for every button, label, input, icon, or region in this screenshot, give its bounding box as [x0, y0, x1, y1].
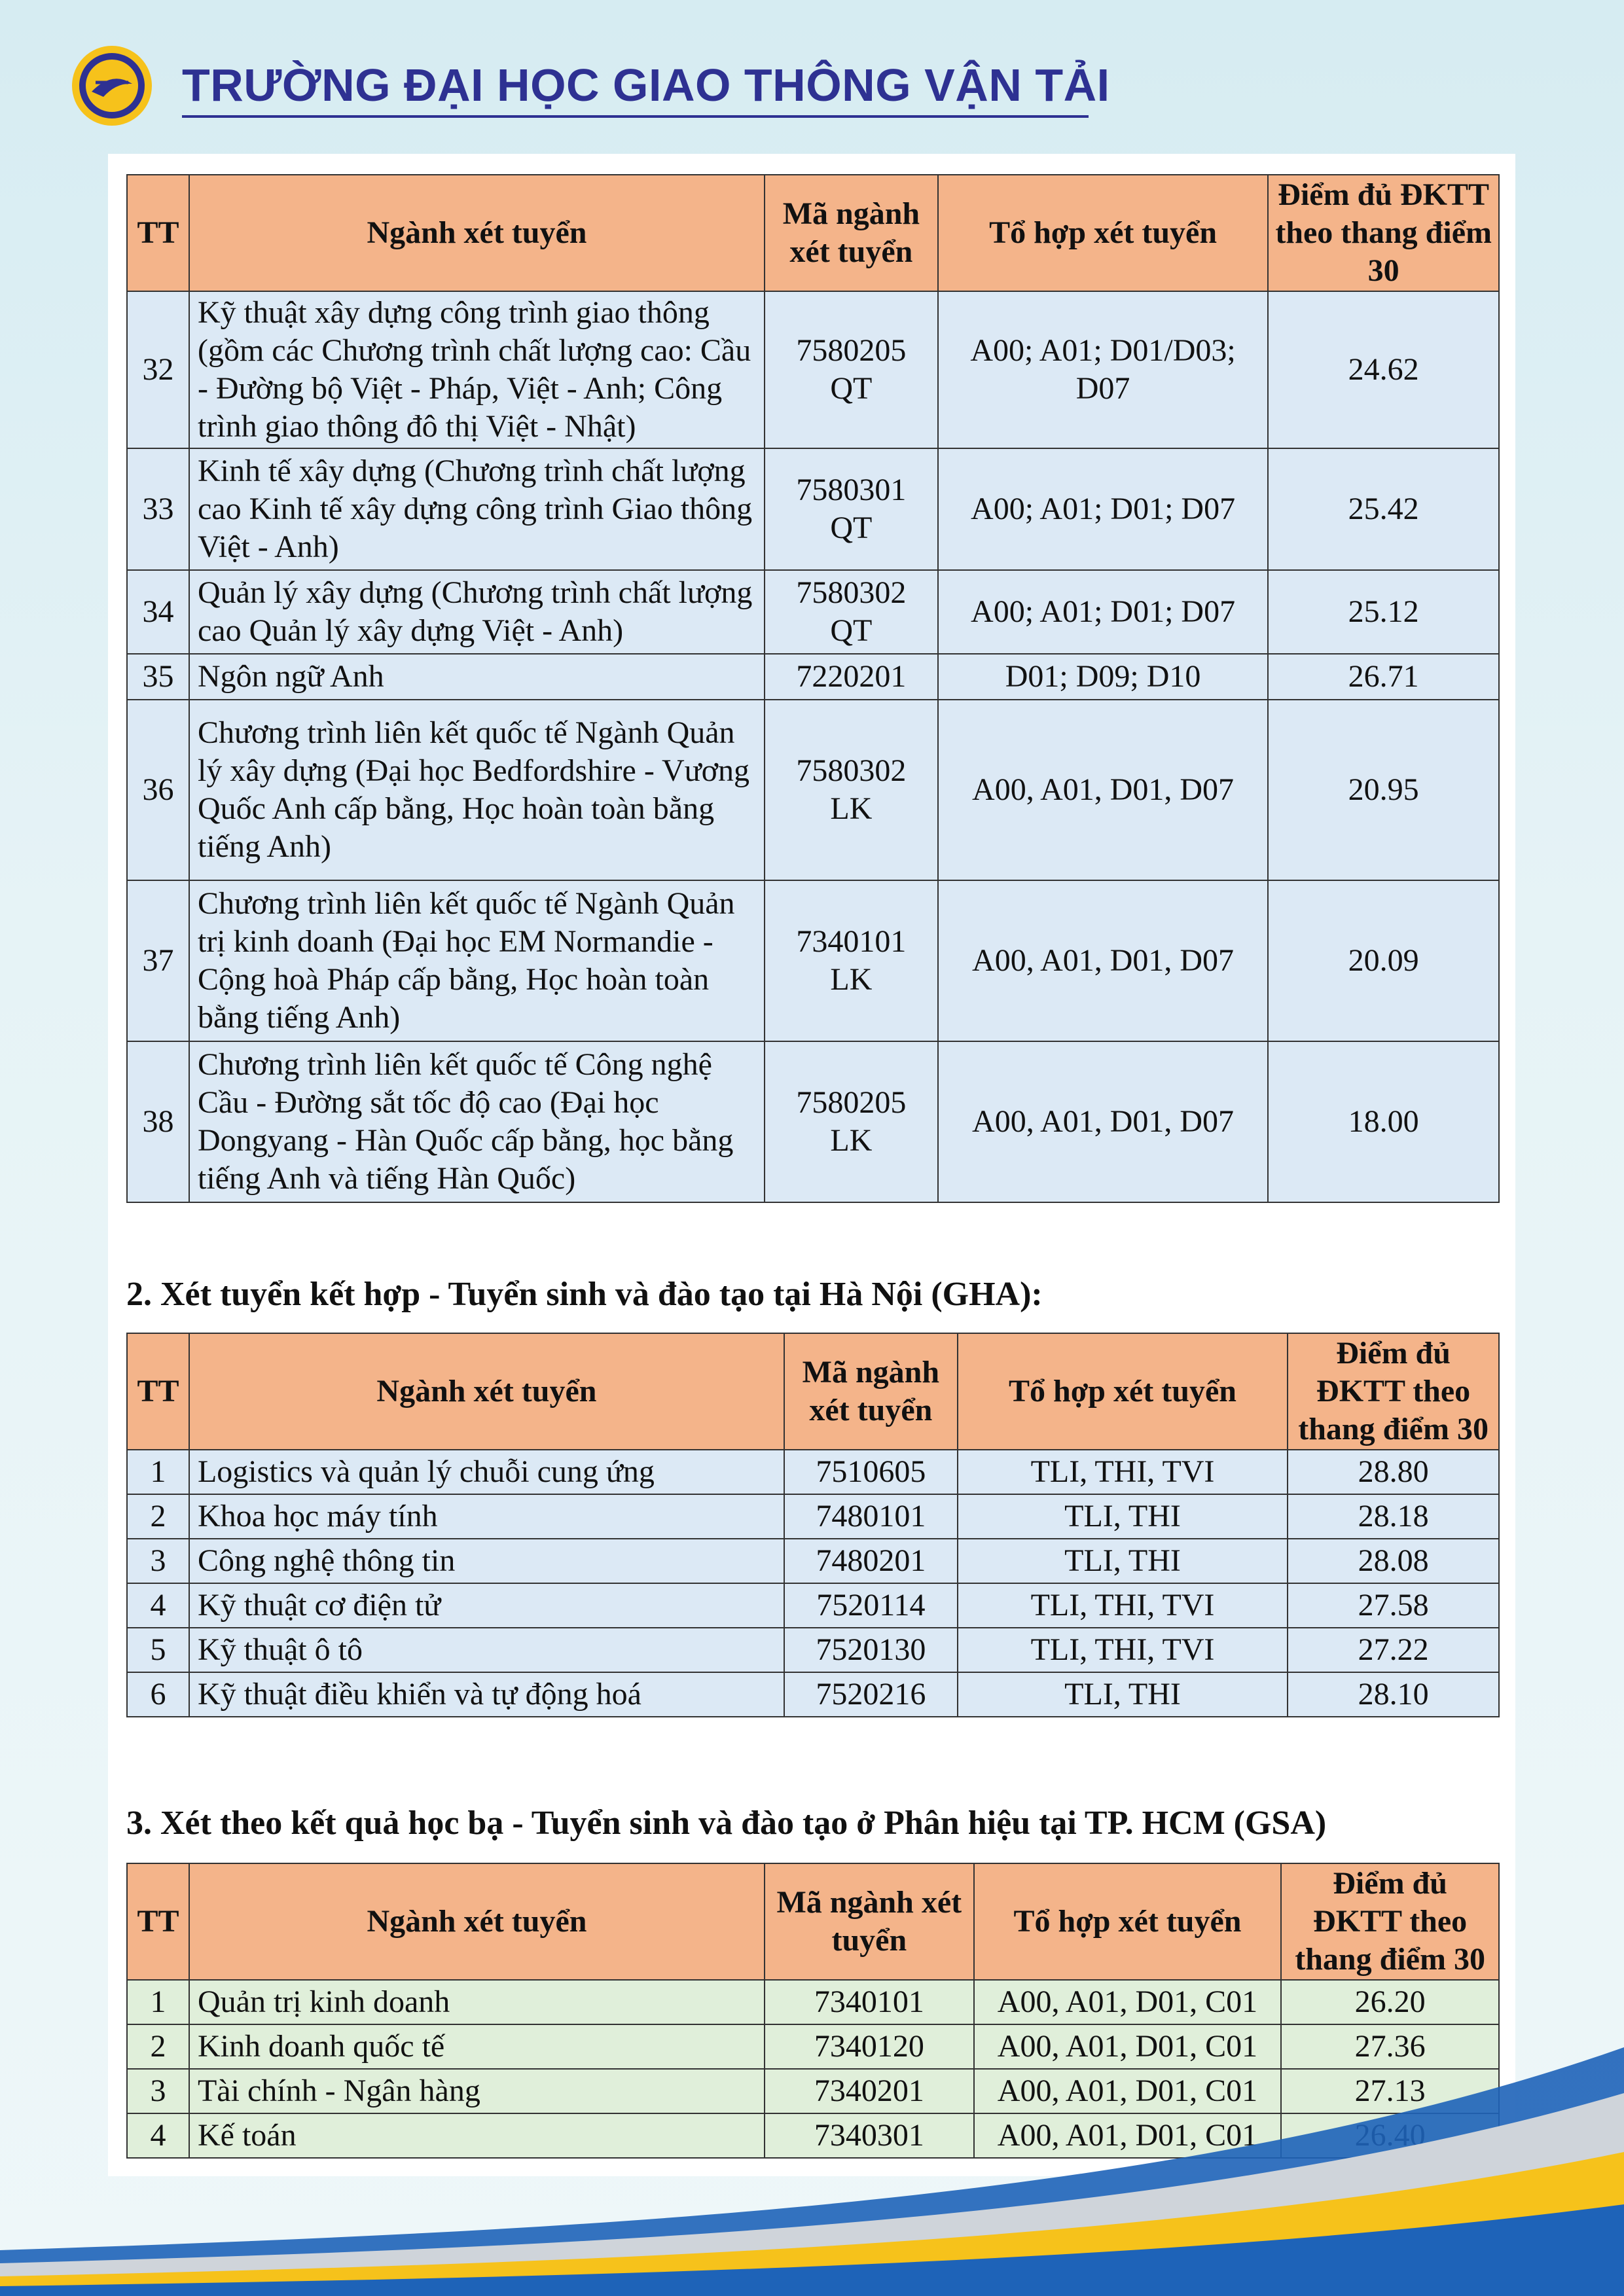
row-tt: 4: [127, 2113, 189, 2158]
header-tt: TT: [127, 1863, 189, 1980]
header-combo: Tổ hợp xét tuyển: [958, 1333, 1288, 1450]
section-3-title: 3. Xét theo kết quả học bạ - Tuyển sinh và đào tạo ở Phân hiệu tại TP. HCM (GSA): [126, 1804, 1327, 1842]
row-major: Kỹ thuật xây dựng công trình giao thông (gồm các Chương trình chất lượng cao: Cầu - Đường bộ Việt - Pháp, Việt - Anh; Công trình giao thông đô thị Việt - Nhật): [189, 291, 765, 448]
header-tt: TT: [127, 1333, 189, 1450]
row-combo: TLI, THI: [958, 1494, 1288, 1539]
table-row: [127, 570, 1499, 654]
row-combo: A00; A01; D01/D03; D07: [938, 291, 1269, 448]
row-tt: 2: [127, 1494, 189, 1539]
header-score: Điểm đủ ĐKTT theo thang điểm 30: [1268, 175, 1499, 291]
table-row: [127, 1628, 1499, 1672]
row-tt: 32: [127, 291, 189, 448]
admission-table-2: [126, 1333, 1500, 1717]
row-code: 7580302 LK: [765, 700, 938, 880]
row-code: 7580205 LK: [765, 1041, 938, 1202]
header-major: Ngành xét tuyển: [189, 1863, 765, 1980]
row-score: 26.20: [1281, 1980, 1499, 2024]
header-code: Mã ngành xét tuyển: [784, 1333, 958, 1450]
row-combo: TLI, THI, TVI: [958, 1450, 1288, 1494]
row-code: 7580205 QT: [765, 291, 938, 448]
row-major: Logistics và quản lý chuỗi cung ứng: [189, 1450, 784, 1494]
row-major: Kỹ thuật ô tô: [189, 1628, 784, 1672]
row-major: Kỹ thuật cơ điện tử: [189, 1583, 784, 1628]
row-code: 7340201: [765, 2069, 974, 2113]
row-score: 27.36: [1281, 2024, 1499, 2069]
section-2-title: 2. Xét tuyển kết hợp - Tuyển sinh và đào tạo tại Hà Nội (GHA):: [126, 1276, 1043, 1313]
row-score: 28.08: [1288, 1539, 1499, 1583]
table-row: [127, 1494, 1499, 1539]
row-tt: 3: [127, 1539, 189, 1583]
row-code: 7510605: [784, 1450, 958, 1494]
row-tt: 35: [127, 654, 189, 700]
row-major: Quản trị kinh doanh: [189, 1980, 765, 2024]
row-tt: 6: [127, 1672, 189, 1717]
row-combo: A00, A01, D01, D07: [938, 880, 1269, 1041]
row-score: 27.58: [1288, 1583, 1499, 1628]
row-combo: TLI, THI, TVI: [958, 1583, 1288, 1628]
title-underline: [182, 115, 1089, 118]
header-major: Ngành xét tuyển: [189, 175, 765, 291]
table-row: [127, 1583, 1499, 1628]
row-score: 18.00: [1268, 1041, 1499, 1202]
header-score: Điểm đủ ĐKTT theo thang điểm 30: [1288, 1333, 1499, 1450]
row-combo: A00, A01, D01, C01: [974, 2113, 1282, 2158]
row-score: 28.18: [1288, 1494, 1499, 1539]
table-row: [127, 880, 1499, 1041]
row-score: 28.10: [1288, 1672, 1499, 1717]
row-score: 27.22: [1288, 1628, 1499, 1672]
row-tt: 37: [127, 880, 189, 1041]
row-code: 7580302 QT: [765, 570, 938, 654]
header-combo: Tổ hợp xét tuyển: [974, 1863, 1282, 1980]
table-row: [127, 700, 1499, 880]
table-row: [127, 1539, 1499, 1583]
row-tt: 4: [127, 1583, 189, 1628]
page-header: [0, 0, 1624, 157]
row-major: Tài chính - Ngân hàng: [189, 2069, 765, 2113]
table-row: [127, 1672, 1499, 1717]
row-major: Chương trình liên kết quốc tế Ngành Quản lý xây dựng (Đại học Bedfordshire - Vương Quốc Anh cấp bằng, Học hoàn toàn bằng tiếng Anh): [189, 700, 765, 880]
row-code: 7340101 LK: [765, 880, 938, 1041]
row-score: 20.09: [1268, 880, 1499, 1041]
row-score: 25.42: [1268, 448, 1499, 570]
header-major: Ngành xét tuyển: [189, 1333, 784, 1450]
row-code: 7480201: [784, 1539, 958, 1583]
row-code: 7520216: [784, 1672, 958, 1717]
row-combo: A00, A01, D01, C01: [974, 2069, 1282, 2113]
row-major: Ngôn ngữ Anh: [189, 654, 765, 700]
row-score: 26.71: [1268, 654, 1499, 700]
row-code: 7520130: [784, 1628, 958, 1672]
row-major: Khoa học máy tính: [189, 1494, 784, 1539]
decorative-swoosh: [0, 2034, 1624, 2296]
row-combo: A00, A01, D01, D07: [938, 1041, 1269, 1202]
row-major: Kinh doanh quốc tế: [189, 2024, 765, 2069]
row-code: 7340301: [765, 2113, 974, 2158]
admission-table-1: [126, 174, 1500, 1203]
row-combo: A00, A01, D01, C01: [974, 1980, 1282, 2024]
row-major: Công nghệ thông tin: [189, 1539, 784, 1583]
table-row: [127, 1450, 1499, 1494]
row-major: Kinh tế xây dựng (Chương trình chất lượng cao Kinh tế xây dựng công trình Giao thông Việt - Anh): [189, 448, 765, 570]
row-score: 20.95: [1268, 700, 1499, 880]
table-header-row: [127, 175, 1499, 291]
row-tt: 1: [127, 1980, 189, 2024]
row-tt: 5: [127, 1628, 189, 1672]
table-row: [127, 654, 1499, 700]
row-combo: TLI, THI: [958, 1672, 1288, 1717]
row-combo: D01; D09; D10: [938, 654, 1269, 700]
header-score: Điểm đủ ĐKTT theo thang điểm 30: [1281, 1863, 1499, 1980]
table-row: [127, 1980, 1499, 2024]
row-code: 7340101: [765, 1980, 974, 2024]
row-code: 7580301 QT: [765, 448, 938, 570]
university-logo-icon: [71, 45, 153, 127]
row-combo: TLI, THI, TVI: [958, 1628, 1288, 1672]
row-tt: 33: [127, 448, 189, 570]
table-row: [127, 291, 1499, 448]
row-major: Chương trình liên kết quốc tế Ngành Quản trị kinh doanh (Đại học EM Normandie - Cộng hoà Pháp cấp bằng, Học hoàn toàn bằng tiếng Anh): [189, 880, 765, 1041]
row-tt: 1: [127, 1450, 189, 1494]
row-score: 28.80: [1288, 1450, 1499, 1494]
row-combo: TLI, THI: [958, 1539, 1288, 1583]
row-code: 7340120: [765, 2024, 974, 2069]
row-tt: 3: [127, 2069, 189, 2113]
row-major: Kế toán: [189, 2113, 765, 2158]
row-score: 25.12: [1268, 570, 1499, 654]
table-row: [127, 1041, 1499, 1202]
table-header-row: [127, 1333, 1499, 1450]
header-code: Mã ngành xét tuyển: [765, 175, 938, 291]
school-name: TRƯỜNG ĐẠI HỌC GIAO THÔNG VẬN TẢI: [182, 60, 1110, 111]
row-major: Chương trình liên kết quốc tế Công nghệ Cầu - Đường sắt tốc độ cao (Đại học Dongyang - Hàn Quốc cấp bằng, học bằng tiếng Anh và tiếng Hàn Quốc): [189, 1041, 765, 1202]
header-code: Mã ngành xét tuyển: [765, 1863, 974, 1980]
row-tt: 34: [127, 570, 189, 654]
table-row: [127, 448, 1499, 570]
row-code: 7520114: [784, 1583, 958, 1628]
row-score: 27.13: [1281, 2069, 1499, 2113]
row-major: Kỹ thuật điều khiển và tự động hoá: [189, 1672, 784, 1717]
row-combo: A00, A01, D01, C01: [974, 2024, 1282, 2069]
row-combo: A00; A01; D01; D07: [938, 570, 1269, 654]
row-combo: A00, A01, D01, D07: [938, 700, 1269, 880]
table-header-row: [127, 1863, 1499, 1980]
header-combo: Tổ hợp xét tuyển: [938, 175, 1269, 291]
row-tt: 38: [127, 1041, 189, 1202]
row-tt: 2: [127, 2024, 189, 2069]
row-major: Quản lý xây dựng (Chương trình chất lượng cao Quản lý xây dựng Việt - Anh): [189, 570, 765, 654]
row-combo: A00; A01; D01; D07: [938, 448, 1269, 570]
row-code: 7220201: [765, 654, 938, 700]
header-tt: TT: [127, 175, 189, 291]
row-tt: 36: [127, 700, 189, 880]
row-score: 24.62: [1268, 291, 1499, 448]
row-code: 7480101: [784, 1494, 958, 1539]
